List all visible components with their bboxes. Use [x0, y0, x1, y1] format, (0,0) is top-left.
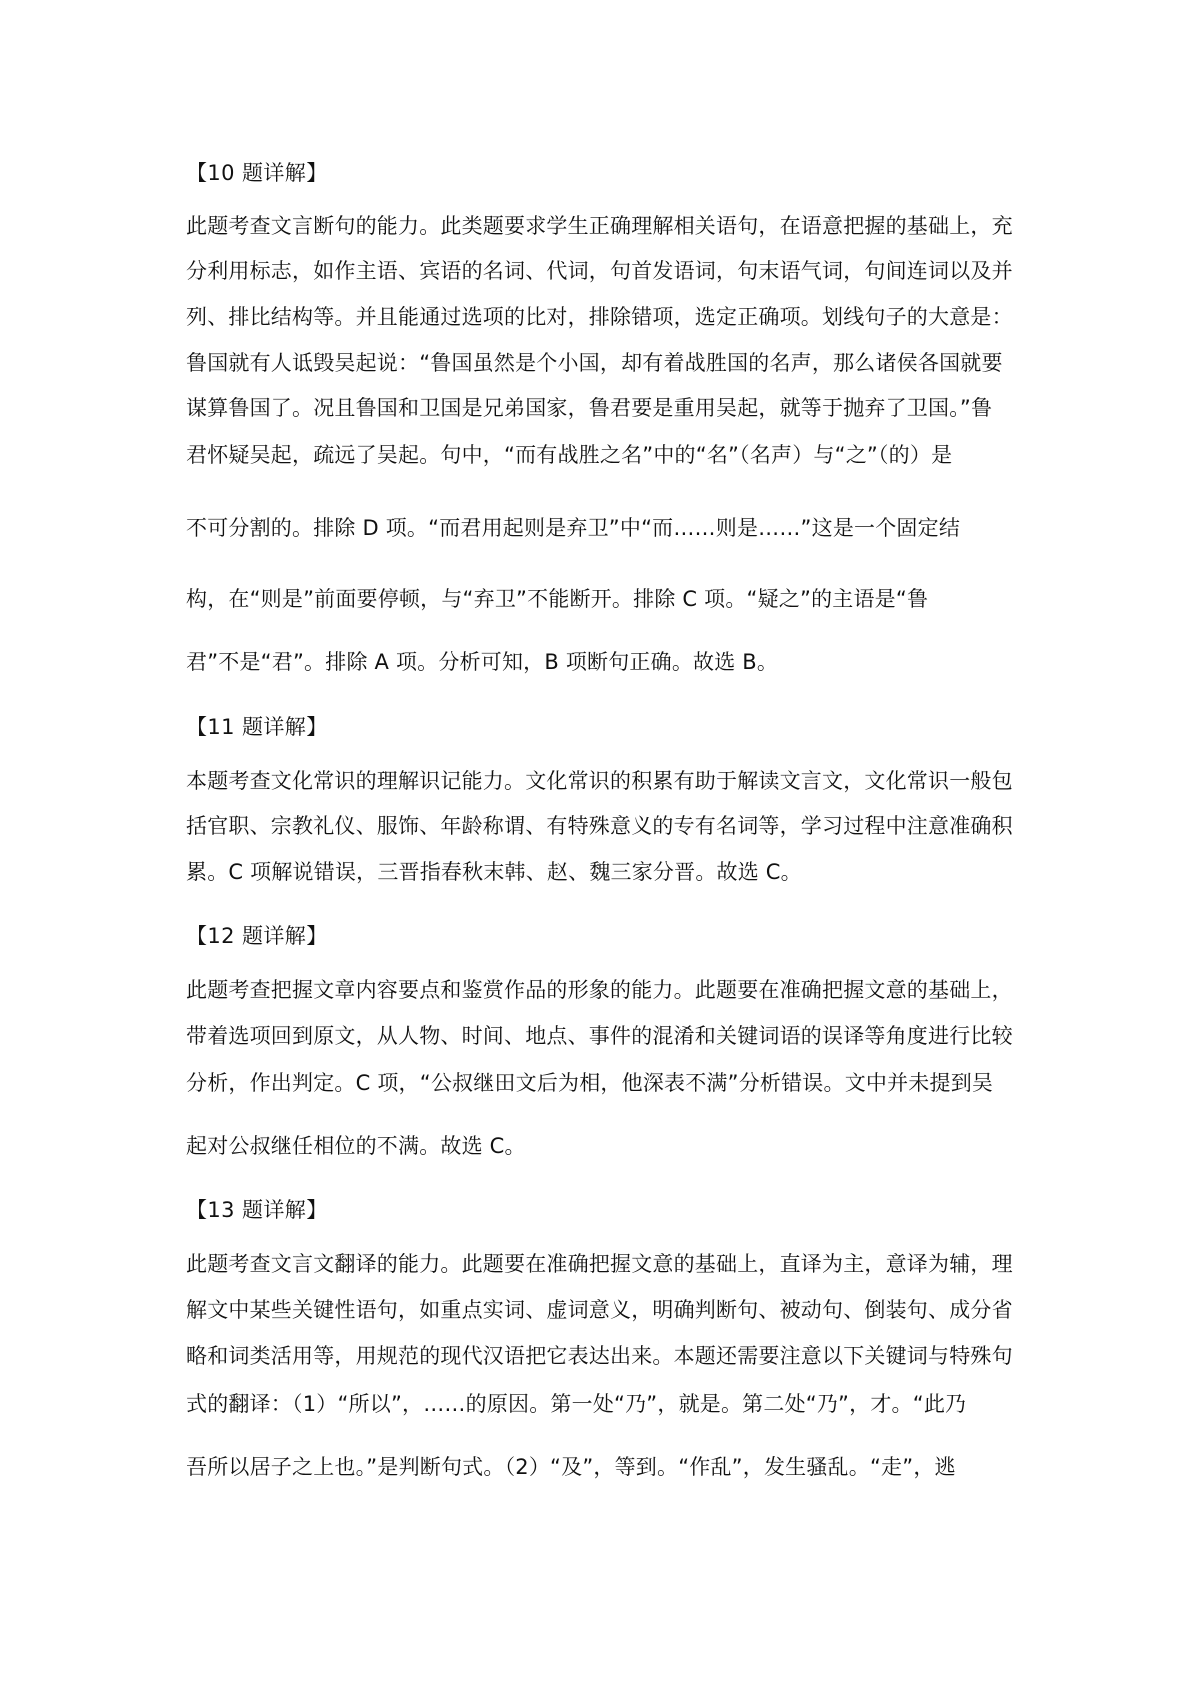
section-10-line-3: 列、排比结构等。并且能通过选项的比对，排除错项，选定正确项。划线句子的大意是： [186, 305, 1013, 329]
section-12-line-3: 分析，作出判定。C 项，“公叔继田文后为相，他深表不满”分析错误。文中并未提到吴 [186, 1071, 994, 1095]
section-10-line-8: 构，在“则是”前面要停顿，与“弃卫”不能断开。排除 C 项。“疑之”的主语是“鲁 [186, 587, 929, 611]
section-10-line-2: 分利用标志，如作主语、宾语的名词、代词，句首发语词，句末语气词，句间连词以及并 [186, 259, 1013, 283]
section-11-line-3: 累。C 项解说错误，三晋指春秋末韩、赵、魏三家分晋。故选 C。 [186, 860, 802, 884]
section-13-line-1: 此题考查文言文翻译的能力。此题要在准确把握文意的基础上，直译为主，意译为辅，理 [186, 1252, 1013, 1276]
section-12-line-4: 起对公叔继任相位的不满。故选 C。 [186, 1134, 526, 1158]
section-13-line-2: 解文中某些关键性语句，如重点实词、虚词意义，明确判断句、被动句、倒装句、成分省 [186, 1298, 1013, 1322]
section-10-heading: 【10 题详解】 [186, 161, 328, 185]
section-13-line-5: 吾所以居子之上也。”是判断句式。（2）“及”，等到。“作乱”，发生骚乱。“走”，逃 [186, 1455, 956, 1479]
section-13-heading: 【13 题详解】 [186, 1198, 328, 1222]
section-11-heading: 【11 题详解】 [186, 715, 328, 739]
section-10-line-1: 此题考查文言断句的能力。此类题要求学生正确理解相关语句，在语意把握的基础上，充 [186, 214, 1013, 238]
section-10-line-5: 谋算鲁国了。况且鲁国和卫国是兄弟国家，鲁君要是重用吴起，就等于抛弃了卫国。”鲁 [186, 396, 993, 420]
section-12-heading: 【12 题详解】 [186, 924, 328, 948]
section-13-line-3: 略和词类活用等，用规范的现代汉语把它表达出来。本题还需要注意以下关键词与特殊句 [186, 1344, 1013, 1368]
section-12-line-1: 此题考查把握文章内容要点和鉴赏作品的形象的能力。此题要在准确把握文意的基础上， [186, 978, 1013, 1002]
section-10-line-9: 君”不是“君”。排除 A 项。分析可知，B 项断句正确。故选 B。 [186, 650, 779, 674]
section-10-line-7: 不可分割的。排除 D 项。“而君用起则是弃卫”中“而……则是……”这是一个固定结 [186, 516, 961, 540]
section-10-line-6: 君怀疑吴起，疏远了吴起。句中，“而有战胜之名”中的“名”（名声）与“之”（的）是 [186, 443, 953, 467]
section-11-line-2: 括官职、宗教礼仪、服饰、年龄称谓、有特殊意义的专有名词等，学习过程中注意准确积 [186, 814, 1013, 838]
section-12-line-2: 带着选项回到原文，从人物、时间、地点、事件的混淆和关键词语的误译等角度进行比较 [186, 1024, 1013, 1048]
section-10-line-4: 鲁国就有人诋毁吴起说：“鲁国虽然是个小国，却有着战胜国的名声，那么诸侯各国就要 [186, 351, 1003, 375]
section-11-line-1: 本题考查文化常识的理解识记能力。文化常识的积累有助于解读文言文，文化常识一般包 [186, 769, 1013, 793]
section-13-line-4: 式的翻译：（1）“所以”，……的原因。第一处“乃”，就是。第二处“乃”，才。“此乃 [186, 1392, 967, 1416]
